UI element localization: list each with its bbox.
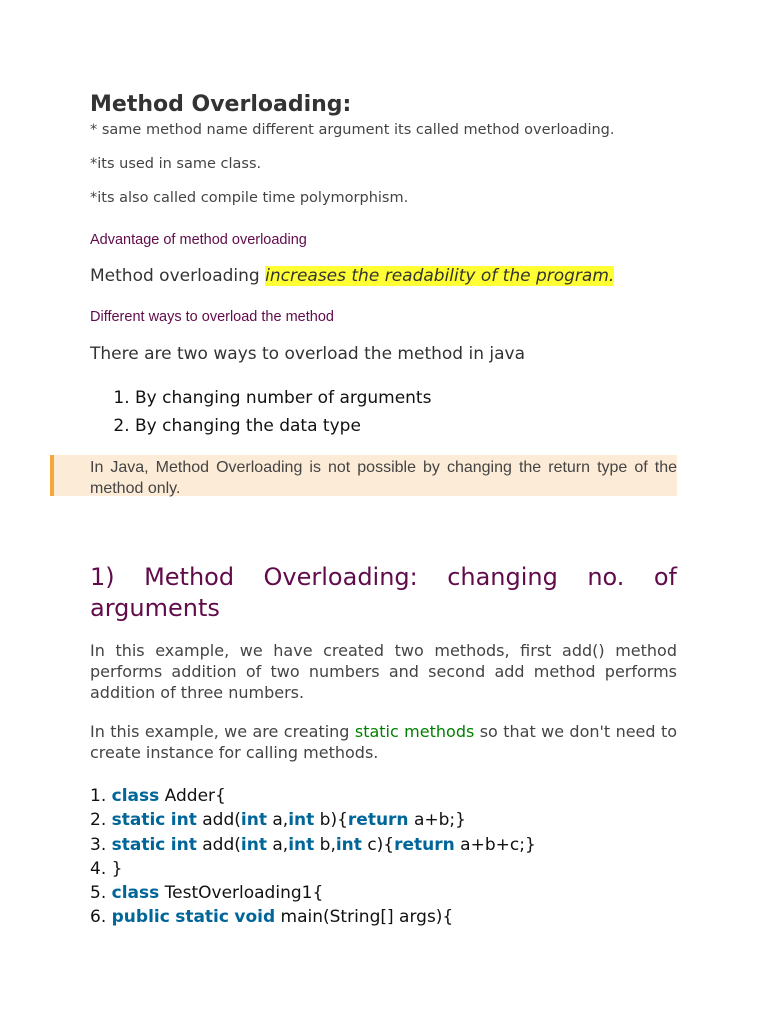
bullet-same-class: *its used in same class. [90, 156, 262, 172]
page-title: Method Overloading: [90, 92, 352, 117]
code-keyword: void [234, 907, 276, 928]
code-keyword: static [111, 834, 166, 855]
advantage-text [90, 266, 614, 286]
bullet-compile-time: *its also called compile time polymorphism. [90, 190, 409, 206]
code-text: main(String[] args){ [275, 907, 454, 928]
ways-intro: There are two ways to overload the method in java [90, 344, 526, 364]
code-text: a+b;} [408, 810, 466, 831]
para2-suffix: so that we don't need to create instance for calling methods. [90, 722, 678, 762]
code-keyword: class [111, 883, 160, 904]
code-keyword: int [240, 810, 267, 831]
code-keyword: int [288, 834, 315, 855]
advantage-highlight: increases the readability of the program [265, 266, 609, 286]
code-text: TestOverloading1{ [159, 883, 324, 904]
code-text: add( [196, 810, 241, 831]
static-methods-link[interactable]: static methods [354, 722, 475, 741]
code-keyword: static [175, 907, 229, 928]
code-keyword: class [111, 786, 160, 806]
list-item: 1. By changing number of arguments [135, 384, 431, 412]
list-item: 2. By changing the data type [135, 412, 431, 440]
code-text: b){ [314, 810, 348, 831]
code-keyword: int [335, 834, 362, 855]
code-text: a, [266, 834, 289, 855]
code-keyword: int [288, 810, 315, 831]
code-keyword: static [111, 810, 166, 831]
example-paragraph-2 [90, 721, 677, 763]
code-line [90, 784, 536, 808]
code-text: c){ [361, 834, 395, 855]
code-block [90, 784, 536, 930]
advantage-prefix: Method overloading [90, 266, 266, 286]
code-keyword: return [394, 834, 455, 855]
code-text: Adder{ [159, 786, 226, 806]
code-keyword: int [170, 834, 197, 855]
advantage-heading: Advantage of method overloading [90, 232, 307, 248]
code-keyword: int [170, 810, 197, 831]
code-line [90, 808, 536, 832]
code-line-number: 4. [90, 858, 112, 879]
code-line [90, 857, 536, 881]
code-line-number: 5. [90, 883, 112, 904]
ways-heading: Different ways to overload the method [90, 309, 334, 325]
code-keyword: return [347, 810, 409, 831]
ways-list [90, 384, 431, 440]
bullet-definition: * same method name different argument its called method overloading. [90, 122, 615, 138]
code-line-number: 1. [90, 786, 112, 806]
code-line [90, 833, 536, 857]
note-text: In Java, Method Overloading is not possible by changing the return type of the method only. [90, 459, 677, 497]
code-text: b, [314, 834, 336, 855]
code-text: a+b+c;} [454, 834, 536, 855]
code-text: add( [196, 834, 241, 855]
code-line-number: 3. [90, 834, 112, 855]
code-keyword: int [240, 834, 267, 855]
example-paragraph-1: In this example, we have created two methods, first add() method performs addition of two numbers and second add method performs addition of three numbers. [90, 641, 677, 702]
code-text: a, [266, 810, 289, 831]
advantage-suffix: . [608, 266, 615, 286]
code-line [90, 881, 536, 905]
code-keyword: public [111, 907, 170, 928]
section-title: 1) Method Overloading: changing no. of arguments [90, 563, 677, 622]
para2-prefix: In this example, we are creating [90, 722, 355, 741]
code-line-number: 6. [90, 907, 112, 928]
code-line [90, 905, 536, 929]
code-text: } [111, 858, 123, 879]
code-line-number: 2. [90, 810, 112, 831]
